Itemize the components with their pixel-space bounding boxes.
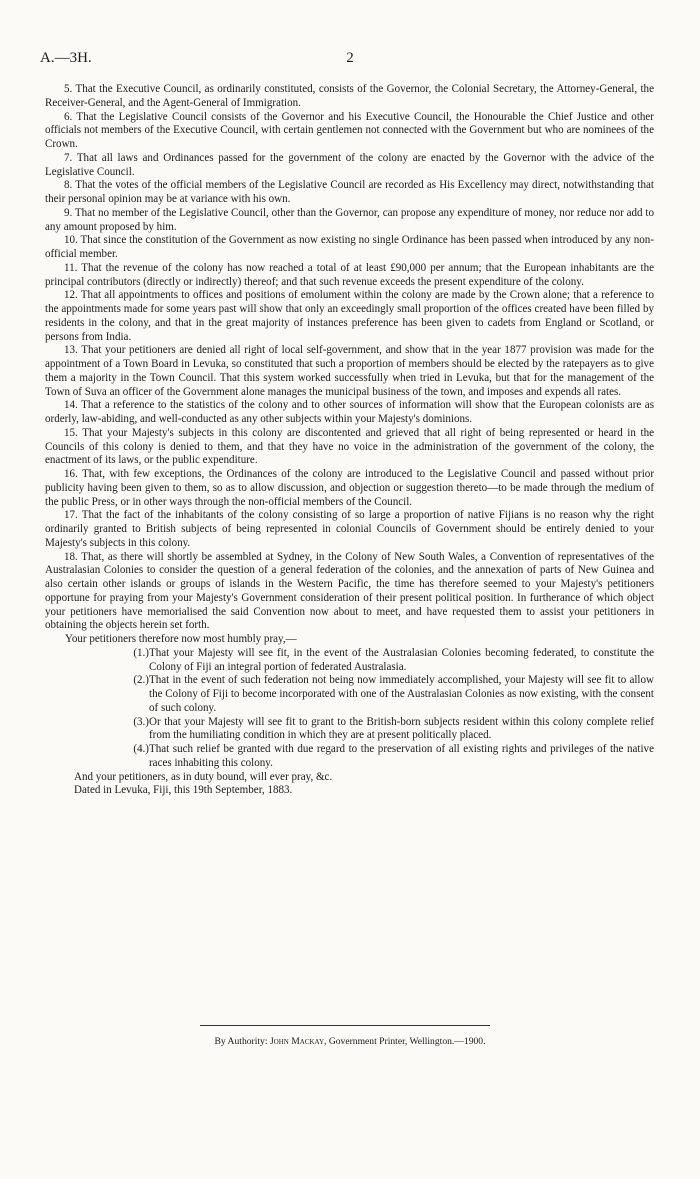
paragraph-14: 14. That a reference to the statistics of the colony and to other sources of information will show that the European colonists are as orderly, law-abiding, and well-conducted as any other subjects within your Majesty's dominions. <box>45 399 654 425</box>
prayer-item <box>45 674 654 715</box>
paragraph-13: 13. That your petitioners are denied all right of local self-government, and show that in the year 1877 provision was made for the appointment of a Town Board in Levuka, so constituted that such a proportion of members should be elected by the ratepayers as to give them a majority in the Town Council. That this system worked successfully when tried in Levuka, but that for the management of the Town of Suva an officer of the Government alone manages the municipal business of the town, and imposes and expends all rates. <box>45 344 654 398</box>
paragraph-12: 12. That all appointments to offices and positions of emolument within the colony are made by the Crown alone; that a reference to the appointments made for some years past will show that only an exceedingly small proportion of the offices created have been filled by residents in the colony, and that in the great majority of instances preference has been given to cadets from England or Scotland, or persons from India. <box>45 289 654 343</box>
printer-title: , Government Printer, Wellington.—1900. <box>324 1036 486 1047</box>
printer-name: John Mackay <box>269 1036 325 1047</box>
prayer-text: That in the event of such federation not being now immediately accomplished, your Majesty will see fit to allow the Colony of Fiji to become incorporated with one of the Australasian Colonies as now existing, with the consent of such colony. <box>149 674 654 714</box>
prayer-number: (1.) <box>133 646 149 659</box>
paragraph-7: 7. That all laws and Ordinances passed for the government of the colony are enacted by the Governor with the advice of the Legislative Council. <box>45 151 654 178</box>
prayer-number: (3.) <box>133 715 149 728</box>
paragraph-11: 11. That the revenue of the colony has now reached a total of at least £90,000 per annum; that the European inhabitants are the principal contributors (directly or indirectly) thereof; and that such revenue exceeds the present expenditure of the colony. <box>45 261 654 288</box>
printer-imprint <box>0 1036 700 1047</box>
paragraph-8: 8. That the votes of the official members of the Legislative Council are recorded as His Excellency may direct, notwithstanding that their personal opinion may be at variance with his own. <box>45 179 654 205</box>
paragraph-5: 5. That the Executive Council, as ordinarily constituted, consists of the Governor, the Colonial Secretary, the Attorney-General, the Receiver-General, and the Agent-General of Immigration. <box>45 83 654 109</box>
closing-line: And your petitioners, as in duty bound, will ever pray, &c. <box>74 770 333 783</box>
prayer-number: (4.) <box>133 743 149 755</box>
paragraph-6: 6. That the Legislative Council consists of the Governor and his Executive Council, the Honourable the Chief Justice and other officials not members of the Executive Council, with certain gentlemen not connected with the Government but who are nominees of the Crown. <box>45 110 654 150</box>
paragraph-16: 16. That, with few exceptions, the Ordinances of the colony are introduced to the Legislative Council and passed without prior publicity having been given to them, so as to allow discussion, and objection or suggestion thereto—to be made through the medium of the public Press, or in other ways through the non-official members of the Council. <box>45 468 654 508</box>
petition-body <box>45 83 654 798</box>
prayer-intro: Your petitioners therefore now most humbly pray,— <box>65 633 297 645</box>
prayer-text: That such relief be granted with due regard to the preservation of all existing rights and privileges of the native races inhabiting this colony. <box>149 743 654 769</box>
document-reference: A.—3H. <box>40 50 92 66</box>
prayer-list <box>45 647 654 771</box>
prayer-text: Or that your Majesty will see fit to grant to the British-born subjects resident within this colony complete relief from the humiliating condition in which they are at present politically placed. <box>149 715 654 742</box>
prayer-item <box>45 647 654 675</box>
footer-divider <box>200 1025 490 1026</box>
prayer-text: That your Majesty will see fit, in the event of the Australasian Colonies becoming federated, to constitute the Colony of Fiji an integral portion of federated Australasia. <box>149 646 654 673</box>
paragraph-15: 15. That your Majesty's subjects in this colony are discontented and grieved that all right of being represented or heard in the Councils of this colony is denied to them, and that they have no voice in the administration of the government of the colony, the enactment of its laws, or the public expenditure. <box>45 426 654 467</box>
date-line: Dated in Levuka, Fiji, this 19th September, 1883. <box>74 784 293 797</box>
paragraph-17: 17. That the fact of the inhabitants of the colony consisting of so large a proportion of native Fijians is no reason why the right ordinarily granted to British subjects of being represented in colonial Councils of Government should be entirely denied to your Majesty's subjects in this colony. <box>45 509 654 549</box>
page-header <box>40 50 660 72</box>
prayer-item <box>45 743 654 771</box>
paragraph-18: 18. That, as there will shortly be assembled at Sydney, in the Colony of New South Wales, a Convention of representatives of the Australasian Colonies to consider the question of a general federation of the colonies, and the annexation of parts of New Guinea and also certain other islands or groups of islands in the Western Pacific, the time has therefore seemed to your Majesty's petitioners opportune for praying from your Majesty's Government consideration of their present political position. In furtherance of which object your petitioners have memorialised the said Convention now about to meet, and have requested them to assist your petitioners in obtaining the objects herein set forth. <box>45 550 654 632</box>
prayer-number: (2.) <box>133 674 149 687</box>
by-authority-label: By Authority: <box>214 1036 268 1047</box>
prayer-item <box>45 716 654 744</box>
paragraph-10: 10. That since the constitution of the Government as now existing no single Ordinance has been passed when introduced by any non-official member. <box>45 234 654 260</box>
paragraph-9: 9. That no member of the Legislative Council, other than the Governor, can propose any expenditure of money, nor reduce nor add to any amount proposed by him. <box>45 206 654 233</box>
page-number: 2 <box>346 50 354 66</box>
